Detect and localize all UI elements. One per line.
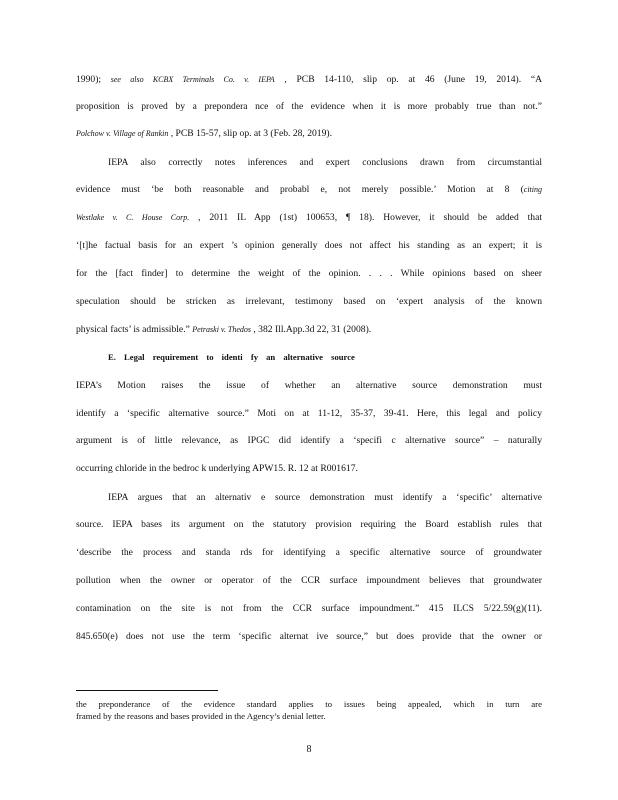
- body-line: IEPA’s Motion raises the issue of whether an alternative source demonstration must: [76, 380, 542, 391]
- body-line: 1990); see also KCBX Terminals Co. v. IEPA , PCB 14-110, slip op. at 46 (June 19, 2014). “A: [76, 74, 543, 85]
- case-citation: see also KCBX Terminals Co. v. IEPA: [110, 75, 275, 84]
- body-line: ‘describe the process and standa rds for identifying a specific alternative source of groundwater: [76, 547, 542, 558]
- body-line: argument is of little relevance, as IPGC did identify a ‘specifi c alternative source” – naturally: [76, 435, 542, 446]
- body-line: Westlake v. C. House Corp. , 2011 IL App (1st) 100653, ¶ 18). However, it should be added that: [76, 212, 542, 223]
- body-line: IEPA argues that an alternativ e source demonstration must identify a ‘specific’ alternative: [108, 492, 542, 503]
- body-line: for the [fact finder] to determine the weight of the opinion. . . . While opinions based on sheer: [76, 268, 542, 279]
- body-line: contamination on the site is not from the CCR surface impoundment.” 415 ILCS 5/22.59(g)(11).: [76, 603, 542, 614]
- body-line: Polchow v. Village of Rankin , PCB 15-57, slip op. at 3 (Feb. 28, 2019).: [76, 128, 332, 139]
- body-line: pollution when the owner or operator of the CCR surface impoundment believes that groundwater: [76, 575, 542, 586]
- case-citation: Petraski v. Thedos: [192, 325, 251, 334]
- body-line: source. IEPA bases its argument on the statutory provision requiring the Board establish rules that: [76, 519, 542, 530]
- body-line: IEPA also correctly notes inferences and expert conclusions drawn from circumstantial: [108, 157, 542, 168]
- footnote-line: framed by the reasons and bases provided in the Agency’s denial letter.: [76, 711, 326, 721]
- footnote-line: the preponderance of the evidence standard applies to issues being appealed, which in turn are: [76, 699, 542, 709]
- body-line: occurring chloride in the bedroc k underlying APW15. R. 12 at R001617.: [76, 463, 358, 474]
- section-heading: E. Legal requirement to identi fy an alternative source: [108, 352, 355, 362]
- page-number: 8: [306, 744, 312, 755]
- body-line: identify a ‘specific alternative source.” Moti on at 11-12, 35-37, 39-41. Here, this legal and policy: [76, 408, 542, 419]
- body-line: physical facts’ is admissible.” Petraski v. Thedos , 382 Ill.App.3d 22, 31 (2008).: [76, 324, 372, 335]
- footnote-divider: [76, 690, 218, 691]
- case-citation: Westlake v. C. House Corp.: [76, 213, 190, 222]
- body-line: 845.650(e) does not use the term ‘specific alternat ive source,” but does provide that the owner or: [76, 631, 542, 642]
- body-line: evidence must ‘be both reasonable and probabl e, not merely possible.’ Motion at 8 (citing: [76, 184, 542, 195]
- body-line: ‘[t]he factual basis for an expert ’s opinion generally does not affect his standing as an expert; it is: [76, 240, 542, 251]
- case-citation: Polchow v. Village of Rankin: [76, 129, 169, 138]
- body-line: speculation should be stricken as irrelevant, testimony based on ‘expert analysis of the known: [76, 296, 542, 307]
- body-line: proposition is proved by a prepondera nce of the evidence when it is more probably true than not.”: [76, 101, 542, 112]
